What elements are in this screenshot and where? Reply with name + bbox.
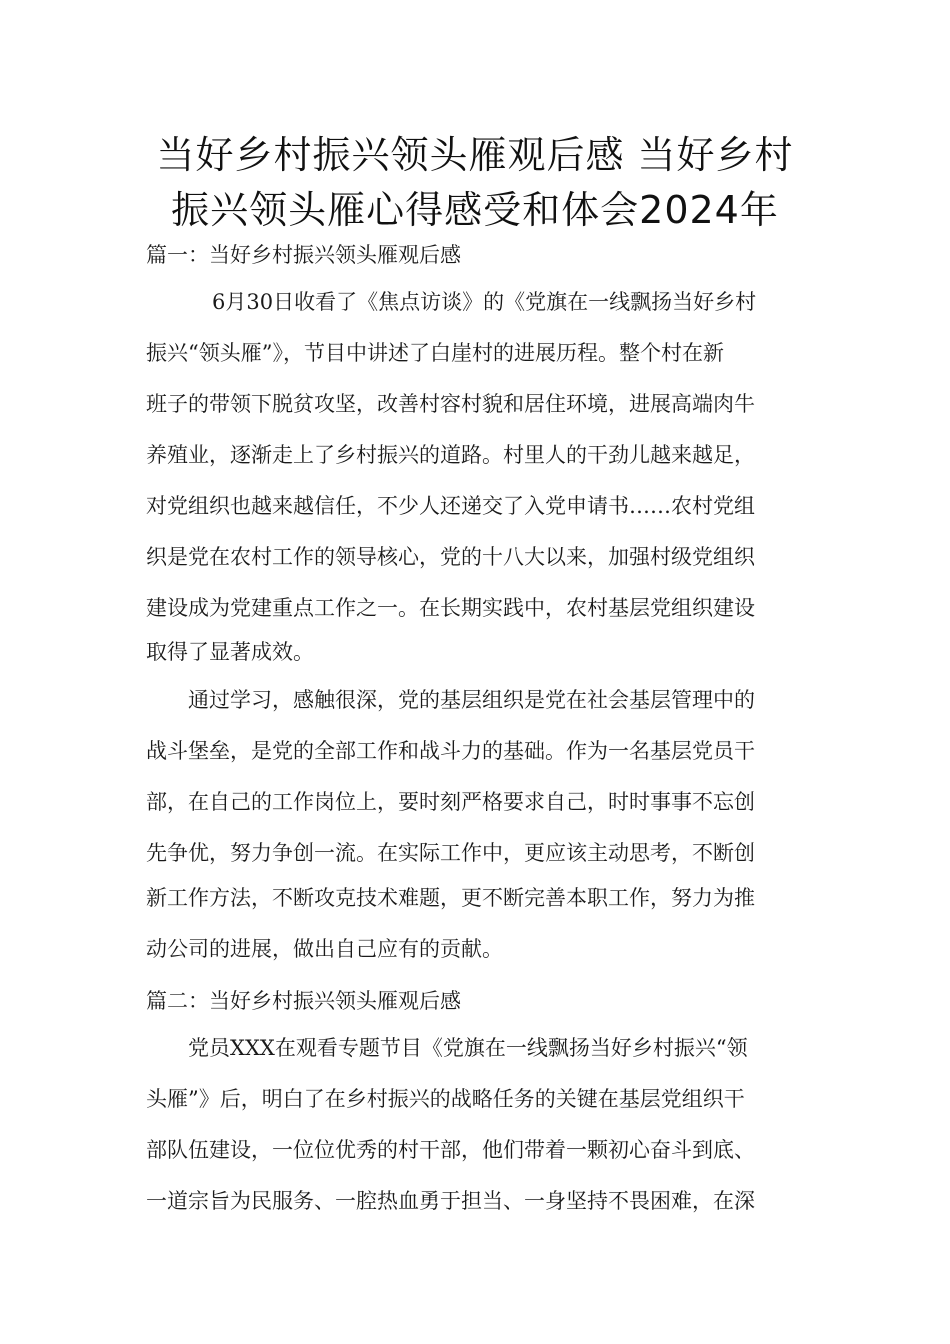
paragraph-2-line: 先争优，努力争创一流。在实际工作中，更应该主动思考，不断创: [146, 841, 755, 865]
paragraph-3-line: 一道宗旨为民服务、一腔热血勇于担当、一身坚持不畏困难，在深: [146, 1189, 755, 1213]
paragraph-1-line: 班子的带领下脱贫攻坚，改善村容村貌和居住环境，进展高端肉牛: [146, 392, 755, 416]
paragraph-1-line: 取得了显著成效。: [146, 640, 314, 664]
paragraph-1-line: 振兴“领头雁”》，节目中讲述了白崖村的进展历程。整个村在新: [146, 341, 724, 365]
paragraph-1-line: 建设成为党建重点工作之一。在长期实践中，农村基层党组织建设: [146, 596, 755, 620]
paragraph-1-line: 对党组织也越来越信任，不少人还递交了入党申请书……农村党组: [146, 494, 755, 518]
section-heading-2: 篇二：当好乡村振兴领头雁观后感: [146, 989, 461, 1013]
paragraph-1-line: 织是党在农村工作的领导核心，党的十八大以来，加强村级党组织: [146, 545, 755, 569]
paragraph-2-line: 动公司的进展，做出自己应有的贡献。: [146, 937, 503, 961]
document-title: [100, 128, 850, 238]
paragraph-2-line: 部，在自己的工作岗位上，要时刻严格要求自己，时时事事不忘创: [146, 790, 755, 814]
section-heading-1: 篇一：当好乡村振兴领头雁观后感: [146, 243, 461, 267]
paragraph-3-line: 头雁”》后，明白了在乡村振兴的战略任务的关键在基层党组织干: [146, 1087, 745, 1111]
title-line-2: 振兴领头雁心得感受和体会2024年: [171, 188, 779, 232]
paragraph-3-line: 党员XXX在观看专题节目《党旗在一线飘扬当好乡村振兴“领: [188, 1036, 748, 1060]
paragraph-1-line: 养殖业，逐渐走上了乡村振兴的道路。村里人的干劲儿越来越足，: [146, 443, 755, 467]
paragraph-3-line: 部队伍建设，一位位优秀的村干部，他们带着一颗初心奋斗到底、: [146, 1138, 755, 1162]
paragraph-1-line: 6月30日收看了《焦点访谈》的《党旗在一线飘扬当好乡村: [212, 290, 757, 314]
paragraph-2-line: 新工作方法，不断攻克技术难题，更不断完善本职工作，努力为推: [146, 886, 755, 910]
paragraph-2-line: 战斗堡垒，是党的全部工作和战斗力的基础。作为一名基层党员干: [146, 739, 755, 763]
title-line-1: 当好乡村振兴领头雁观后感 当好乡村: [156, 133, 794, 177]
paragraph-2-line: 通过学习，感触很深，党的基层组织是党在社会基层管理中的: [188, 688, 755, 712]
